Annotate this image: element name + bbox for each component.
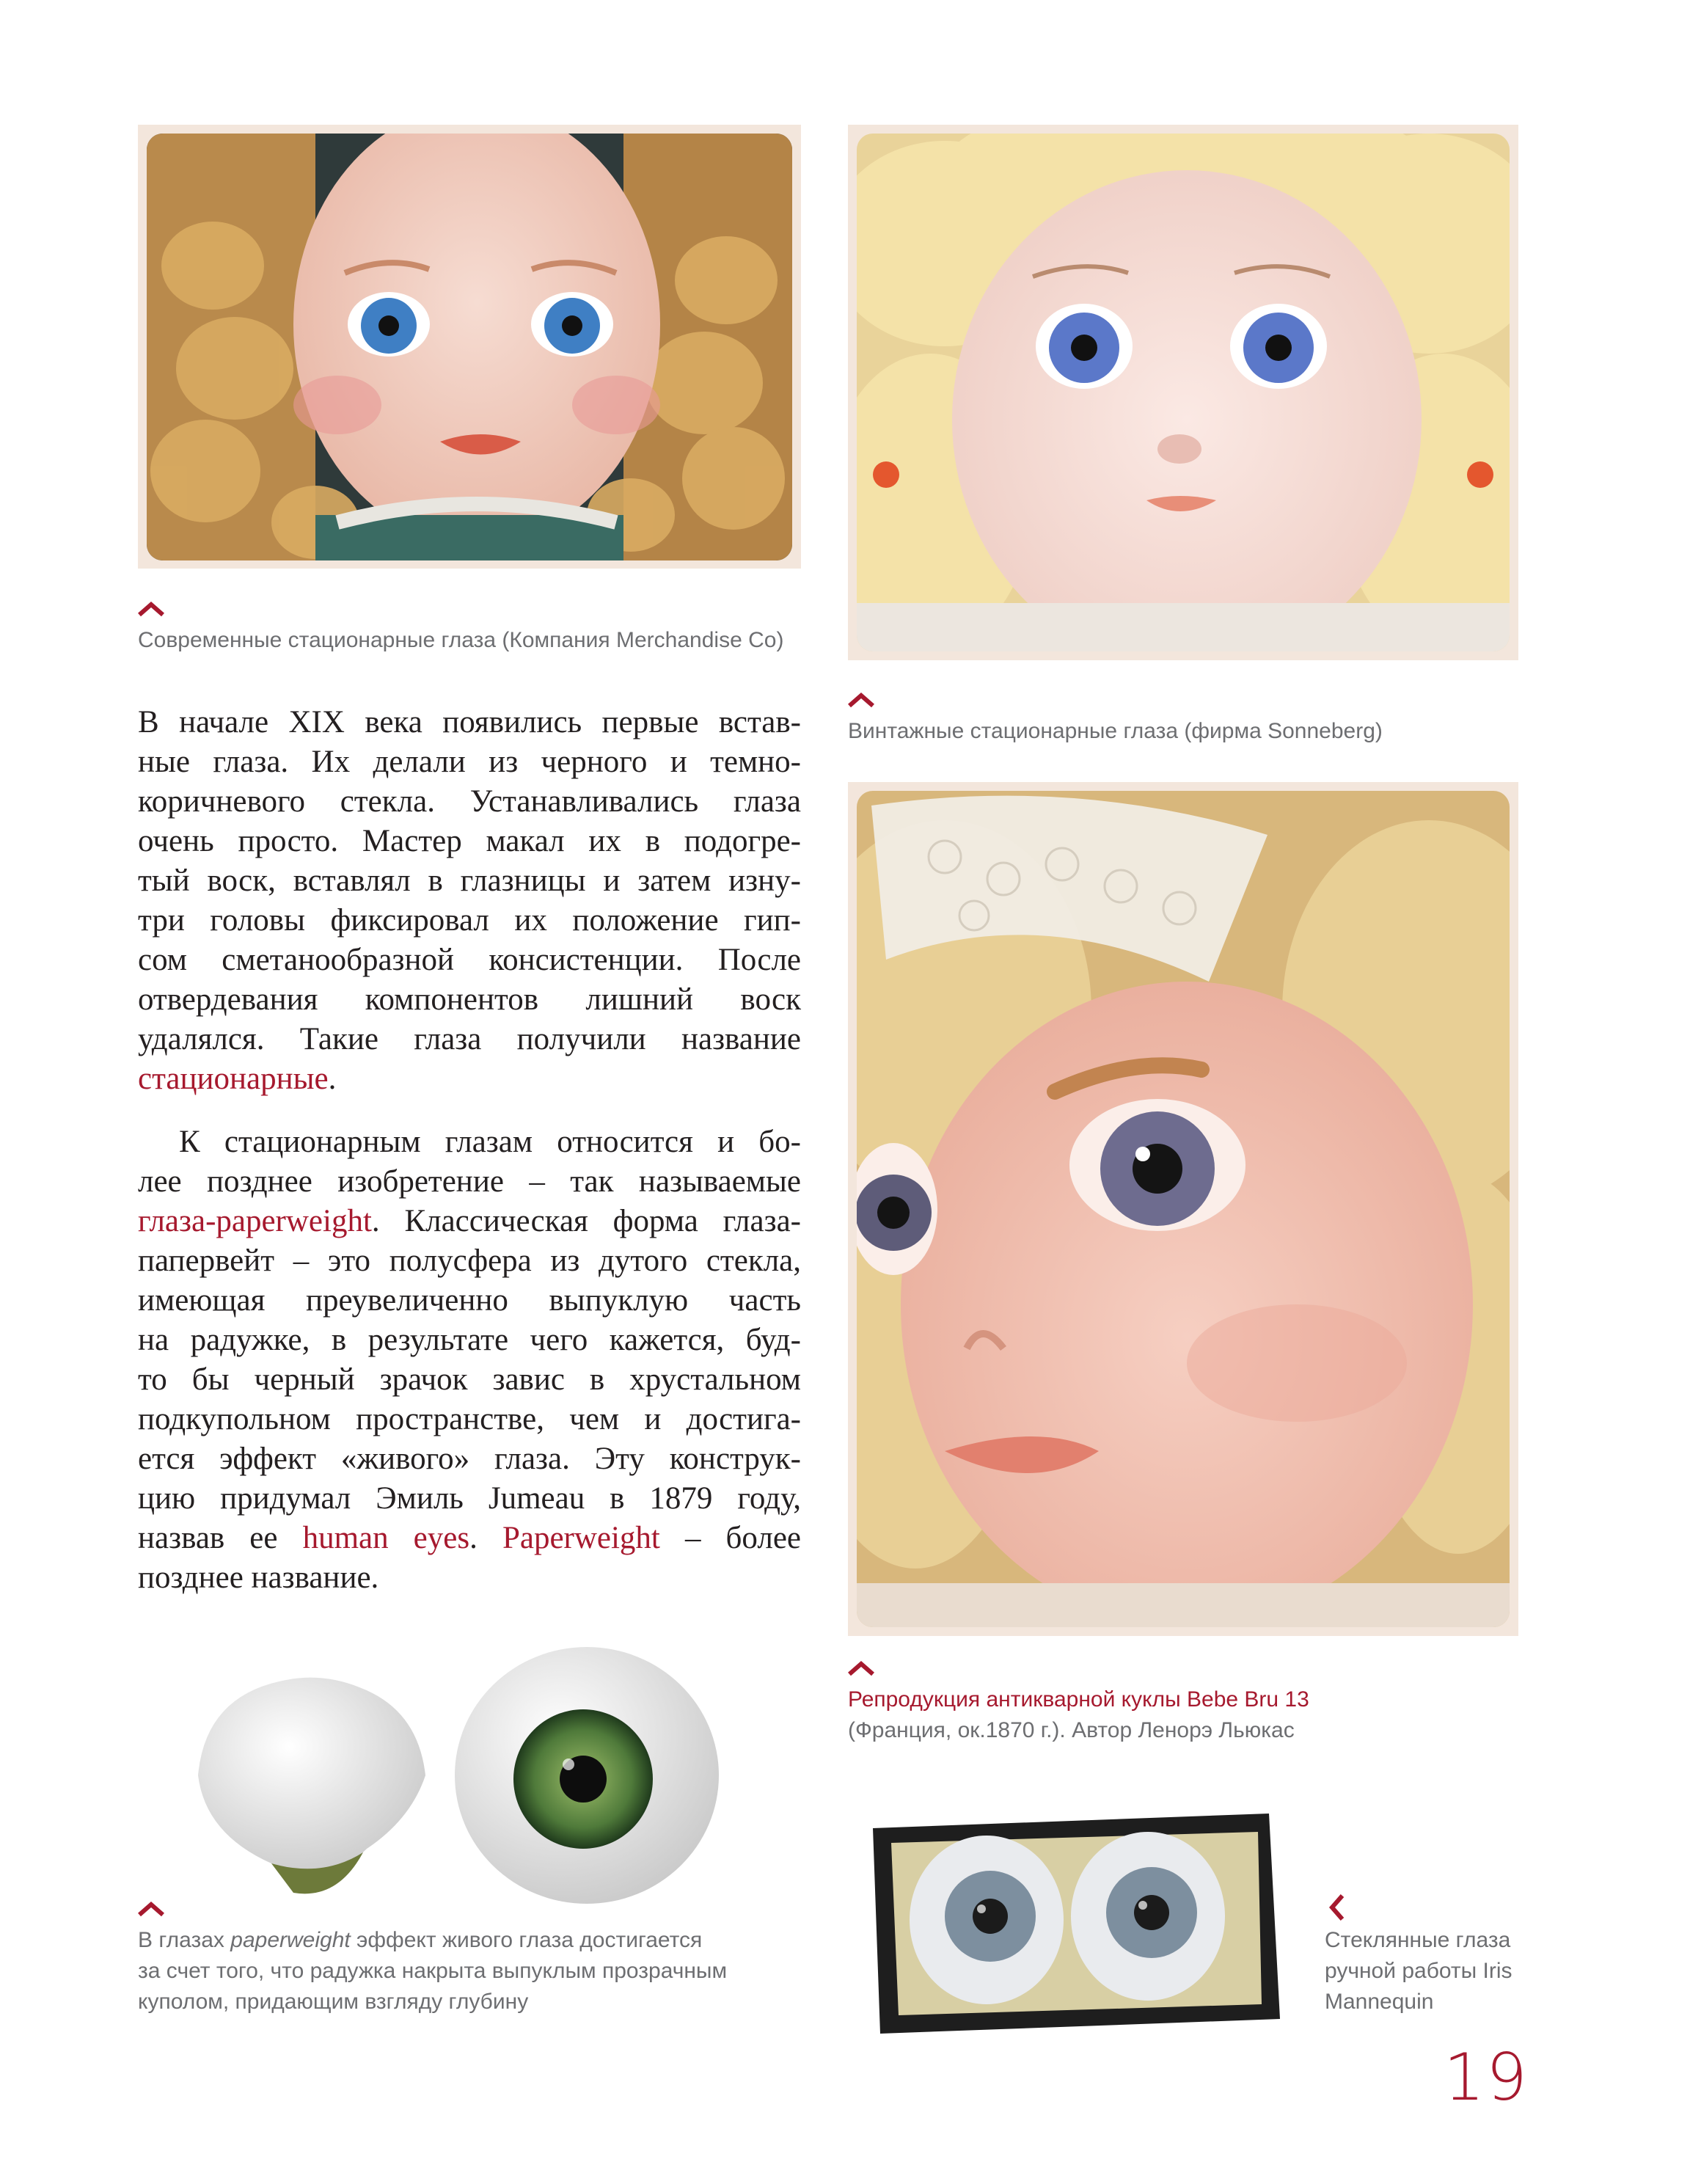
caption-line: Mannequin	[1325, 1990, 1434, 2014]
para1-line: отвердевания компонентов лишний воск	[138, 982, 801, 1017]
caption-line: В глазах paperweight эффект живого глаза достигается	[138, 1928, 703, 1952]
para1-line: сом сметанообразной консистенции. После	[138, 943, 801, 977]
doll-photo-top-right	[857, 134, 1510, 651]
para2-line: лее позднее изобретение – так называемые	[138, 1164, 801, 1199]
glass-eyes-photo	[858, 1806, 1284, 2041]
para2-line: К стационарным глазам относится и бо-	[179, 1125, 801, 1159]
caption-middle-right	[848, 1684, 1309, 1746]
para1-line: ные глаза. Их делали из черного и темно-	[138, 745, 801, 779]
para1-line: коричневого стекла. Устанавливались глаза	[138, 784, 801, 819]
caret-up-icon	[846, 1659, 876, 1677]
caption-line: за счет того, что радужка накрыта выпуклым прозрачным	[138, 1959, 728, 1983]
para2-line: назвав ее human eyes. Paperweight – более	[138, 1521, 801, 1555]
para2-line: позднее название.	[138, 1560, 379, 1595]
para1-line: стационарные.	[138, 1062, 337, 1096]
caption-line: Стеклянные глаза	[1325, 1928, 1511, 1952]
para1-line: В начале XIX века появились первые встав-	[138, 705, 801, 739]
caption-bottom-right	[1325, 1925, 1512, 2017]
doll-photo-top-left	[147, 134, 792, 560]
caret-up-icon	[136, 1900, 166, 1918]
term-human-eyes: human eyes	[302, 1521, 470, 1555]
para2-line: на радужке, в результате чего кажется, буд-	[138, 1323, 801, 1357]
caption-top-right: Винтажные стационарные глаза (фирма Sonneberg)	[848, 719, 1383, 743]
paragraph-1	[138, 703, 801, 1099]
caption-subtitle: (Франция, ок.1870 г.). Автор Ленорэ Льюкас	[848, 1718, 1295, 1742]
term-stationary: стационарные	[138, 1062, 329, 1096]
caption-line: куполом, придающим взгляду глубину	[138, 1990, 529, 2014]
para1-line: три головы фиксировал их положение гип-	[138, 903, 801, 938]
para2-line: подкупольном пространстве, чем и достига-	[138, 1402, 801, 1436]
paperweight-eyes-photo	[176, 1629, 734, 1907]
caption-title: Репродукция антикварной куклы Bebe Bru 13	[848, 1687, 1309, 1712]
paragraph-2	[138, 1122, 801, 1598]
page-number: 19	[1444, 2039, 1529, 2115]
para1-line: удалялся. Такие глаза получили название	[138, 1022, 801, 1056]
caption-line: ручной работы Iris	[1325, 1959, 1512, 1983]
caption-top-left: Современные стационарные глаза (Компания Merchandise Co)	[138, 628, 784, 652]
para1-line: очень просто. Мастер макал их в подогре-	[138, 824, 801, 858]
para2-line: ется эффект «живого» глаза. Эту конструк-	[138, 1442, 801, 1476]
doll-photo-middle-right	[857, 791, 1510, 1627]
term-paperweight: глаза-paperweight	[138, 1204, 372, 1238]
para2-line: глаза-paperweight. Классическая форма глаза-	[138, 1204, 801, 1238]
para2-line: то бы черный зрачок завис в хрустальном	[138, 1362, 801, 1397]
para2-line: имеющая преувеличенно выпуклую часть	[138, 1283, 801, 1318]
caret-up-icon	[136, 600, 166, 618]
caret-left-icon	[1328, 1893, 1345, 1922]
para1-line: тый воск, вставлял в глазницы и затем изну-	[138, 863, 801, 898]
caption-bottom-left	[138, 1925, 727, 2017]
para2-line: цию придумал Эмиль Jumeau в 1879 году,	[138, 1481, 801, 1516]
term-paperweight-2: Paperweight	[502, 1521, 660, 1555]
para2-line: папервейт – это полусфера из дутого стекла,	[138, 1243, 801, 1278]
caret-up-icon	[846, 691, 876, 709]
